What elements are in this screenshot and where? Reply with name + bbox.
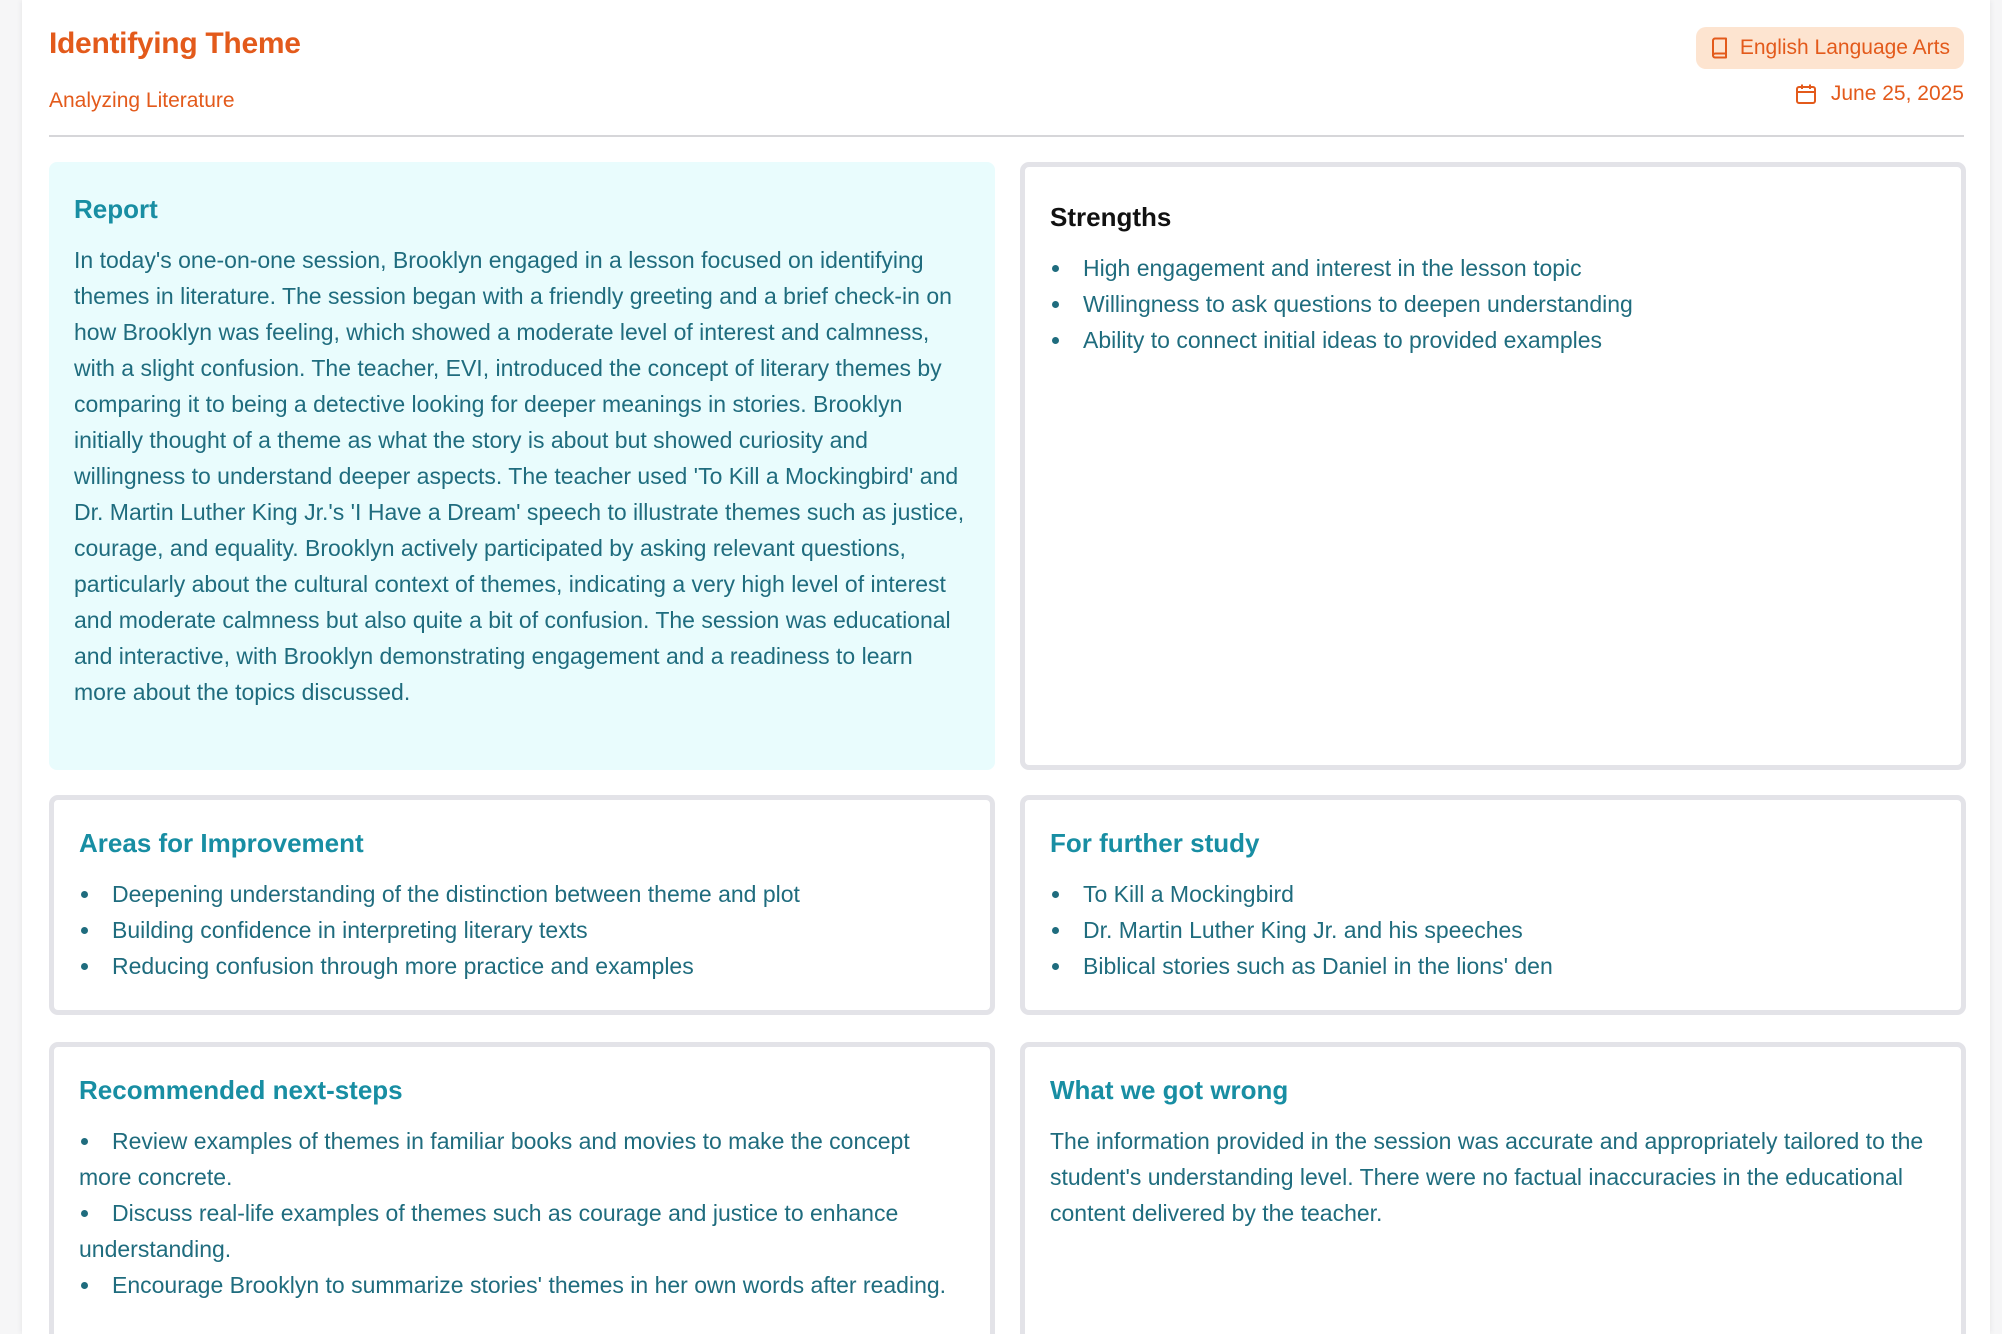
list-item: Biblical stories such as Daniel in the lions' den: [1050, 948, 1936, 984]
list-item: Dr. Martin Luther King Jr. and his speeches: [1050, 912, 1936, 948]
improvement-heading: Areas for Improvement: [79, 828, 364, 858]
improvement-list: [79, 876, 965, 984]
strengths-card: [1020, 162, 1966, 770]
report-heading: Report: [74, 194, 158, 224]
improvement-card: [49, 795, 995, 1015]
strengths-heading: Strengths: [1050, 202, 1172, 232]
list-item: Willingness to ask questions to deepen understanding: [1050, 286, 1936, 322]
list-item: Ability to connect initial ideas to provided examples: [1050, 322, 1936, 358]
book-icon: [1710, 37, 1728, 59]
subject-badge: [1696, 27, 1964, 69]
page-subtitle: Analyzing Literature: [49, 89, 235, 112]
report-body: In today's one-on-one session, Brooklyn engaged in a lesson focused on identifying themes in literature. The session began with a friendly greeting and a brief check-in on how Brooklyn was feeling, which showed a moderate level of interest and calmness, with a slight confusion. The teacher, EVI, introduced the concept of literary themes by comparing it to being a detective looking for deeper meanings in stories. Brooklyn initially thought of a theme as what the story is about but showed curiosity and willingness to understand deeper aspects. The teacher used 'To Kill a Mockingbird' and Dr. Martin Luther King Jr.'s 'I Have a Dream' speech to illustrate themes such as justice, courage, and equality. Brooklyn actively participated by asking relevant questions, particularly about the cultural context of themes, indicating a very high level of interest and moderate calmness but also quite a bit of confusion. The session was educational and interactive, with Brooklyn demonstrating engagement and a readiness to learn more about the topics discussed.: [74, 247, 965, 705]
list-item: Encourage Brooklyn to summarize stories' themes in her own words after reading.: [79, 1267, 965, 1303]
calendar-icon: [1795, 83, 1817, 105]
further-study-heading: For further study: [1050, 828, 1260, 858]
further-study-list: [1050, 876, 1936, 984]
list-item: To Kill a Mockingbird: [1050, 876, 1936, 912]
list-item: High engagement and interest in the lesson topic: [1050, 250, 1936, 286]
what-we-got-wrong-card: [1020, 1042, 1966, 1334]
subject-label: English Language Arts: [1739, 36, 1950, 59]
list-item: Reducing confusion through more practice and examples: [79, 948, 965, 984]
list-item: Deepening understanding of the distinction between theme and plot: [79, 876, 965, 912]
session-report-page: [22, 0, 1990, 1334]
got-wrong-heading: What we got wrong: [1050, 1075, 1289, 1105]
got-wrong-body: The information provided in the session was accurate and appropriately tailored to the student's understanding level. There were no factual inaccuracies in the educational content delivered by the teacher.: [1050, 1128, 1924, 1226]
session-date: [1795, 82, 1964, 106]
strengths-list: [1050, 250, 1936, 358]
list-item: Discuss real-life examples of themes such as courage and justice to enhance understanding.: [79, 1195, 965, 1267]
report-card: [49, 162, 995, 770]
next-steps-card: [49, 1042, 995, 1334]
report-header: [49, 0, 1964, 137]
list-item: Building confidence in interpreting literary texts: [79, 912, 965, 948]
list-item: Review examples of themes in familiar books and movies to make the concept more concrete.: [79, 1123, 965, 1195]
next-steps-list: [79, 1123, 965, 1303]
date-label: June 25, 2025: [1830, 82, 1964, 105]
further-study-card: [1020, 795, 1966, 1015]
page-title: Identifying Theme: [49, 27, 301, 60]
next-steps-heading: Recommended next-steps: [79, 1075, 403, 1105]
